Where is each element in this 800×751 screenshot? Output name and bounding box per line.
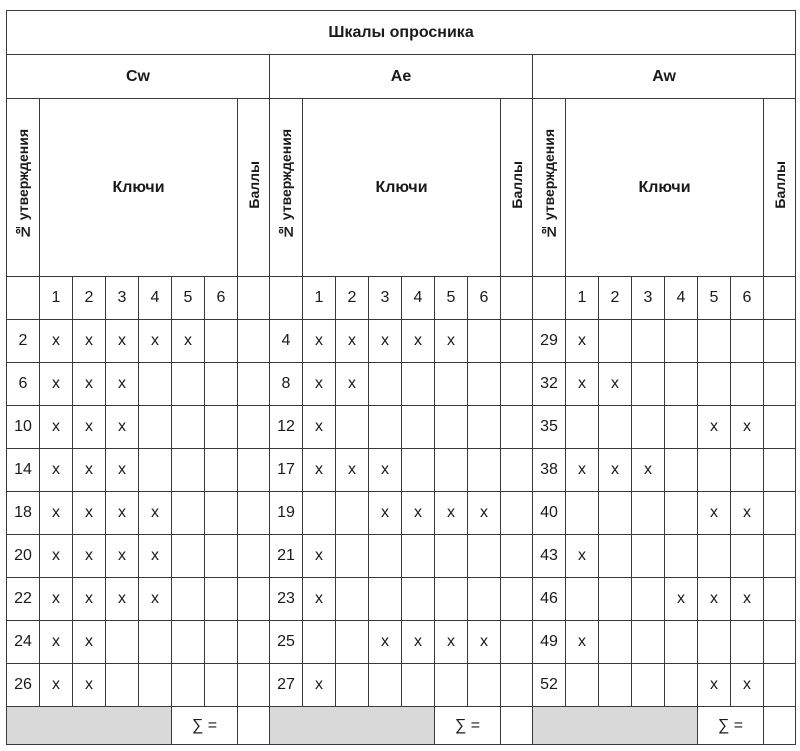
key-mark: x [435, 492, 468, 535]
key-mark [599, 535, 632, 578]
key-mark: x [303, 664, 336, 707]
key-mark: x [40, 578, 73, 621]
key-mark: x [698, 492, 731, 535]
key-mark: x [303, 406, 336, 449]
key-mark [698, 535, 731, 578]
key-mark: x [731, 492, 764, 535]
key-mark [665, 406, 698, 449]
questionnaire-scales-table [6, 10, 796, 745]
key-mark: x [698, 406, 731, 449]
key-mark: x [106, 320, 139, 363]
key-mark: x [336, 363, 369, 406]
key-mark [566, 578, 599, 621]
key-mark: x [402, 492, 435, 535]
key-mark [665, 363, 698, 406]
table-title: Шкалы опросника [7, 11, 796, 55]
key-mark [599, 621, 632, 664]
key-mark [172, 535, 205, 578]
key-mark [205, 406, 238, 449]
key-column-number: 4 [402, 277, 435, 320]
statement-number: 2 [7, 320, 40, 363]
points-header [238, 99, 270, 277]
statement-number: 52 [533, 664, 566, 707]
key-mark [139, 621, 172, 664]
points-cell [238, 664, 270, 707]
key-mark: x [303, 363, 336, 406]
statement-number: 17 [270, 449, 303, 492]
points-cell [764, 363, 796, 406]
key-mark [632, 621, 665, 664]
key-mark [731, 621, 764, 664]
points-cell [764, 535, 796, 578]
keys-header: Ключи [303, 99, 501, 277]
key-mark: x [73, 406, 106, 449]
key-mark [468, 664, 501, 707]
key-mark [435, 363, 468, 406]
key-mark [632, 535, 665, 578]
points-label: Баллы [771, 161, 788, 209]
key-mark: x [665, 578, 698, 621]
empty-cell [270, 277, 303, 320]
key-mark [632, 578, 665, 621]
key-mark [172, 449, 205, 492]
key-column-number: 5 [172, 277, 205, 320]
key-mark: x [40, 406, 73, 449]
points-cell [501, 578, 533, 621]
key-mark [566, 406, 599, 449]
key-column-number: 3 [632, 277, 665, 320]
key-mark: x [369, 492, 402, 535]
key-mark: x [599, 449, 632, 492]
key-mark: x [139, 320, 172, 363]
key-mark [172, 621, 205, 664]
key-mark [665, 320, 698, 363]
key-mark [435, 578, 468, 621]
key-mark [172, 578, 205, 621]
points-cell [238, 449, 270, 492]
statement-number: 40 [533, 492, 566, 535]
key-mark: x [106, 535, 139, 578]
points-cell [238, 578, 270, 621]
points-label: Баллы [245, 161, 262, 209]
statement-no-label: № утверждения [15, 129, 31, 241]
key-mark: x [731, 578, 764, 621]
key-mark: x [73, 621, 106, 664]
key-mark [566, 492, 599, 535]
key-mark [369, 664, 402, 707]
key-mark: x [73, 363, 106, 406]
key-mark [731, 363, 764, 406]
statement-number: 12 [270, 406, 303, 449]
key-mark [698, 320, 731, 363]
key-column-number: 6 [731, 277, 764, 320]
table-row [7, 492, 796, 535]
statement-no-header [270, 99, 303, 277]
key-mark: x [40, 363, 73, 406]
statement-number: 32 [533, 363, 566, 406]
key-mark: x [73, 320, 106, 363]
table-row [7, 406, 796, 449]
key-mark: x [402, 621, 435, 664]
key-mark: x [40, 621, 73, 664]
key-mark: x [336, 449, 369, 492]
key-mark [665, 621, 698, 664]
key-mark [435, 406, 468, 449]
key-mark: x [731, 664, 764, 707]
key-mark: x [566, 363, 599, 406]
key-mark [731, 320, 764, 363]
statement-number: 29 [533, 320, 566, 363]
key-column-number: 6 [205, 277, 238, 320]
points-cell [238, 535, 270, 578]
key-mark: x [73, 535, 106, 578]
key-mark: x [731, 406, 764, 449]
statement-number: 25 [270, 621, 303, 664]
statement-number: 10 [7, 406, 40, 449]
key-mark: x [303, 449, 336, 492]
statement-number: 38 [533, 449, 566, 492]
key-mark [731, 535, 764, 578]
points-cell [501, 320, 533, 363]
statement-number: 49 [533, 621, 566, 664]
key-mark [172, 492, 205, 535]
key-mark: x [566, 320, 599, 363]
keys-header: Ключи [40, 99, 238, 277]
scale-name: Aw [533, 55, 796, 99]
table-row [7, 621, 796, 664]
table-row [7, 449, 796, 492]
scale-name: Ae [270, 55, 533, 99]
key-mark [468, 320, 501, 363]
key-mark [698, 363, 731, 406]
key-mark: x [106, 363, 139, 406]
key-mark: x [106, 578, 139, 621]
points-cell [764, 664, 796, 707]
key-mark: x [303, 535, 336, 578]
key-mark [205, 664, 238, 707]
key-mark [402, 406, 435, 449]
key-mark [435, 535, 468, 578]
key-mark: x [73, 664, 106, 707]
key-mark [336, 664, 369, 707]
key-mark: x [106, 449, 139, 492]
key-mark [731, 449, 764, 492]
key-column-number: 4 [139, 277, 172, 320]
key-column-number: 3 [106, 277, 139, 320]
key-mark [205, 621, 238, 664]
key-mark [632, 664, 665, 707]
key-mark [566, 664, 599, 707]
key-mark: x [402, 320, 435, 363]
key-mark: x [139, 578, 172, 621]
key-mark: x [435, 621, 468, 664]
points-cell [764, 320, 796, 363]
key-column-number: 2 [336, 277, 369, 320]
key-mark [632, 492, 665, 535]
points-cell [764, 578, 796, 621]
key-mark [599, 578, 632, 621]
key-column-number: 3 [369, 277, 402, 320]
statement-number: 26 [7, 664, 40, 707]
key-mark: x [566, 449, 599, 492]
key-mark [665, 449, 698, 492]
points-cell [238, 363, 270, 406]
gray-fill-cell [270, 707, 435, 745]
key-mark [369, 406, 402, 449]
key-mark: x [632, 449, 665, 492]
key-column-number: 1 [566, 277, 599, 320]
empty-cell [764, 277, 796, 320]
statement-number: 14 [7, 449, 40, 492]
sum-label: ∑ = [172, 707, 238, 745]
empty-cell [238, 277, 270, 320]
key-mark [599, 320, 632, 363]
key-mark [139, 664, 172, 707]
points-cell [501, 664, 533, 707]
key-mark [599, 664, 632, 707]
key-mark [139, 363, 172, 406]
points-cell [501, 406, 533, 449]
points-cell [501, 621, 533, 664]
key-mark: x [73, 492, 106, 535]
points-cell [764, 492, 796, 535]
key-mark: x [40, 449, 73, 492]
statement-number: 20 [7, 535, 40, 578]
table-row [7, 578, 796, 621]
key-mark [336, 535, 369, 578]
key-mark [139, 449, 172, 492]
key-mark [205, 449, 238, 492]
total-points-cell [764, 707, 796, 745]
statement-number: 43 [533, 535, 566, 578]
points-cell [764, 621, 796, 664]
statement-number: 22 [7, 578, 40, 621]
key-mark [205, 320, 238, 363]
key-mark: x [73, 449, 106, 492]
statement-number: 35 [533, 406, 566, 449]
key-mark [468, 535, 501, 578]
key-mark: x [435, 320, 468, 363]
key-mark [336, 406, 369, 449]
gray-fill-cell [7, 707, 172, 745]
key-mark [698, 621, 731, 664]
key-mark: x [566, 621, 599, 664]
key-mark: x [468, 621, 501, 664]
key-mark [303, 621, 336, 664]
key-mark [369, 578, 402, 621]
points-cell [501, 363, 533, 406]
key-mark: x [40, 535, 73, 578]
key-mark [205, 363, 238, 406]
key-mark [402, 664, 435, 707]
key-mark: x [106, 492, 139, 535]
statement-number: 18 [7, 492, 40, 535]
key-mark [205, 578, 238, 621]
key-mark [402, 449, 435, 492]
key-mark [468, 406, 501, 449]
key-column-number: 5 [435, 277, 468, 320]
table-row [7, 363, 796, 406]
key-mark [698, 449, 731, 492]
gray-fill-cell [533, 707, 698, 745]
key-mark: x [40, 492, 73, 535]
key-mark [402, 363, 435, 406]
points-cell [501, 535, 533, 578]
key-mark: x [566, 535, 599, 578]
points-label: Баллы [508, 161, 525, 209]
key-mark: x [40, 664, 73, 707]
key-mark [336, 621, 369, 664]
key-column-number: 2 [73, 277, 106, 320]
key-mark [468, 449, 501, 492]
statement-number: 19 [270, 492, 303, 535]
statement-number: 46 [533, 578, 566, 621]
key-mark [632, 363, 665, 406]
statement-number: 24 [7, 621, 40, 664]
key-mark [665, 664, 698, 707]
key-mark: x [303, 320, 336, 363]
key-mark: x [369, 449, 402, 492]
statement-number: 23 [270, 578, 303, 621]
statement-no-header [7, 99, 40, 277]
points-cell [238, 621, 270, 664]
table-row [7, 535, 796, 578]
key-mark: x [698, 664, 731, 707]
key-mark: x [172, 320, 205, 363]
key-mark [665, 535, 698, 578]
key-mark: x [139, 535, 172, 578]
key-mark [336, 578, 369, 621]
key-mark [468, 363, 501, 406]
key-mark [665, 492, 698, 535]
key-mark: x [40, 320, 73, 363]
statement-number: 21 [270, 535, 303, 578]
key-column-number: 1 [40, 277, 73, 320]
statement-number: 27 [270, 664, 303, 707]
statement-number: 6 [7, 363, 40, 406]
points-cell [501, 492, 533, 535]
scale-name: Cw [7, 55, 270, 99]
key-mark [369, 363, 402, 406]
key-mark [172, 363, 205, 406]
table-row [7, 320, 796, 363]
key-mark [468, 578, 501, 621]
key-mark [599, 492, 632, 535]
key-mark [336, 492, 369, 535]
key-mark [402, 578, 435, 621]
points-cell [238, 406, 270, 449]
key-mark: x [698, 578, 731, 621]
key-mark [402, 535, 435, 578]
points-cell [501, 449, 533, 492]
empty-cell [501, 277, 533, 320]
key-mark [435, 664, 468, 707]
key-mark [632, 320, 665, 363]
points-header [764, 99, 796, 277]
key-column-number: 2 [599, 277, 632, 320]
empty-cell [7, 277, 40, 320]
points-header [501, 99, 533, 277]
total-points-cell [238, 707, 270, 745]
key-mark [172, 406, 205, 449]
key-mark [106, 664, 139, 707]
statement-no-label: № утверждения [541, 129, 557, 241]
statement-no-header [533, 99, 566, 277]
sum-label: ∑ = [435, 707, 501, 745]
key-mark: x [73, 578, 106, 621]
total-points-cell [501, 707, 533, 745]
statement-no-label: № утверждения [278, 129, 294, 241]
statement-number: 4 [270, 320, 303, 363]
key-mark: x [106, 406, 139, 449]
key-mark: x [599, 363, 632, 406]
key-mark: x [369, 621, 402, 664]
key-mark [172, 664, 205, 707]
key-mark [139, 406, 172, 449]
empty-cell [533, 277, 566, 320]
keys-header: Ключи [566, 99, 764, 277]
key-mark: x [468, 492, 501, 535]
key-mark [632, 406, 665, 449]
key-mark [435, 449, 468, 492]
key-column-number: 6 [468, 277, 501, 320]
key-mark [599, 406, 632, 449]
key-column-number: 4 [665, 277, 698, 320]
points-cell [764, 406, 796, 449]
points-cell [238, 320, 270, 363]
key-column-number: 5 [698, 277, 731, 320]
key-mark [205, 535, 238, 578]
table-row [7, 664, 796, 707]
key-mark [106, 621, 139, 664]
key-mark: x [139, 492, 172, 535]
key-mark: x [303, 578, 336, 621]
key-mark [205, 492, 238, 535]
key-mark [369, 535, 402, 578]
key-mark: x [336, 320, 369, 363]
statement-number: 8 [270, 363, 303, 406]
key-mark [303, 492, 336, 535]
sum-label: ∑ = [698, 707, 764, 745]
key-column-number: 1 [303, 277, 336, 320]
points-cell [238, 492, 270, 535]
key-mark: x [369, 320, 402, 363]
points-cell [764, 449, 796, 492]
